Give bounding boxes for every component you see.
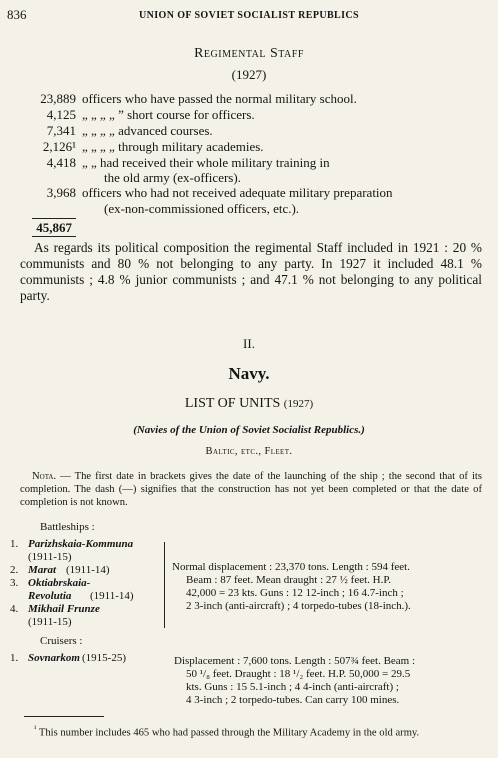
cruiser-name: Sovnarkom (28, 652, 80, 664)
battleship-name: Marat (28, 564, 57, 576)
battleship-number: 1. (10, 538, 19, 550)
staff-description: „ „ „ „ advanced courses. (82, 123, 213, 138)
section-year: (1927) (231, 67, 267, 82)
cruiser-number: 1. (10, 652, 19, 664)
nota-label: Nota. (32, 471, 57, 482)
battleship-specs-line: 42,000 = 23 kts. Guns : 12 12-inch ; 16 4.7-inch ; (186, 587, 404, 599)
battleship-dates: (1911-15) (28, 551, 72, 563)
political-composition-paragraph: As regards its political composition the regimental Staff included in 1921 : 20 % communists and 80 % not belonging to any party. In 1927 it included 48.1 % communists ; 4.8 % junior communists ; and 47.1 % not belonging to any political party. (20, 240, 482, 303)
cruiser-dates: (1915-25) (82, 652, 126, 664)
section-title: Regimental Staff (194, 46, 304, 61)
footnote-marker: ¹ (34, 724, 37, 733)
battleship-name: Parizhskaia-Kommuna (28, 538, 134, 550)
battleship-dates: (1911-14) (66, 564, 110, 576)
battleship-name: Mikhail Frunze (28, 603, 100, 615)
staff-number: 4,418 (46, 155, 76, 170)
battleships-label: Battleships : (40, 521, 95, 533)
staff-number: 2,126¹ (42, 139, 76, 154)
staff-number: 3,968 (46, 185, 76, 200)
total-rule (32, 218, 76, 219)
navy-heading: Navy. (228, 364, 270, 383)
staff-description: „ „ had received their whole military training in (82, 155, 330, 170)
staff-number: 23,889 (40, 91, 76, 106)
battleship-dates: (1911-14) (90, 590, 134, 602)
staff-number: 4,125 (46, 107, 76, 122)
nota-text: — The first date in brackets gives the date of the launching of the ship ; the second that of its completion. The dash (—) signifies that the construction has not yet been completed or that the date of completion is not known. (20, 471, 482, 508)
cruisers-label: Cruisers : (40, 635, 83, 647)
navy-subtitle: (Navies of the Union of Soviet Socialist Republics.) (133, 424, 365, 436)
battleship-name-cont: Revolutia (28, 590, 72, 602)
staff-number: 7,341 (46, 123, 76, 138)
battleship-number: 2. (10, 564, 19, 576)
cruiser-specs-line: Displacement : 7,600 tons. Length : 507¾ feet. Beam : (174, 655, 416, 667)
list-of-units-heading (0, 396, 498, 412)
battleship-name: Oktiabrskaia- (28, 577, 91, 589)
cruiser-specs-line: 50 ¹/₈ feet. Draught : 18 ¹/₂ feet. H.P. 50,000 = 29.5 (186, 668, 411, 680)
battleship-specs-line: Beam : 87 feet. Mean draught : 27 ½ feet. H.P. (186, 574, 391, 586)
battleship-number: 4. (10, 603, 19, 615)
total-underline (32, 236, 76, 237)
staff-description-cont: (ex-non-commissioned officers, etc.). (104, 201, 300, 216)
battleship-specs-line: Normal displacement : 23,370 tons. Length : 594 feet. (172, 561, 410, 573)
cruiser-specs-line: kts. Guns : 15 5.1-inch ; 4 4-inch (anti-aircraft) ; (186, 681, 399, 693)
footnote-rule (24, 716, 104, 717)
section-numeral: II. (243, 336, 255, 351)
footnote (24, 722, 482, 740)
staff-description: „ „ „ „ ” short course for officers. (82, 107, 255, 122)
nota-paragraph (20, 470, 482, 509)
list-title: LIST OF UNITS (184, 396, 281, 411)
footnote-text: This number includes 465 who had passed through the Military Academy in the old army. (38, 727, 420, 739)
fleet-heading: Baltic, etc., Fleet. (205, 446, 293, 457)
staff-description: officers who have passed the normal military school. (82, 91, 357, 106)
cruiser-specs-line: 4 3-inch ; 2 torpedo-tubes. Can carry 100 mines. (186, 694, 400, 706)
staff-total: 45,867 (36, 220, 72, 235)
battleship-dates: (1911-15) (28, 616, 72, 628)
staff-description: officers who had not received adequate military preparation (82, 185, 393, 200)
list-year: (1927) (283, 398, 314, 410)
staff-description: „ „ „ „ through military academies. (82, 139, 264, 154)
battleships-bracket (164, 542, 165, 628)
running-title: UNION OF SOVIET SOCIALIST REPUBLICS (139, 10, 359, 21)
staff-description-cont: the old army (ex-officers). (104, 170, 241, 185)
battleship-number: 3. (10, 577, 19, 589)
page-number: 836 (7, 7, 27, 22)
battleship-specs-line: 2 3-inch (anti-aircraft) ; 4 torpedo-tubes (18-inch.). (186, 600, 411, 612)
